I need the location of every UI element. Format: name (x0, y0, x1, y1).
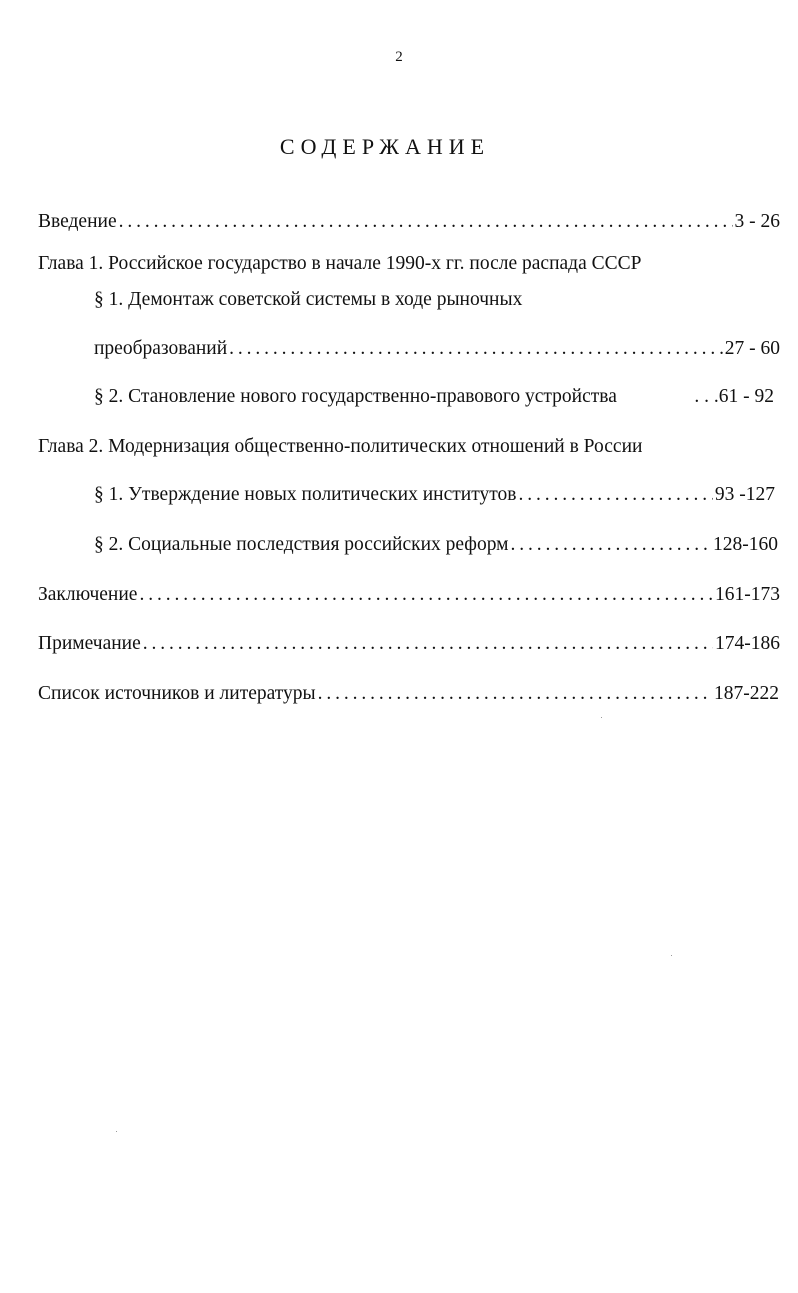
toc-section-1-1-line1: § 1. Демонтаж советской системы в ходе рыночных (94, 289, 523, 310)
toc-entry-label: Заключение (38, 584, 138, 605)
toc-entry-label: § 2. Социальные последствия российских реформ (94, 534, 509, 555)
toc-entry-label: преобразований (94, 338, 228, 359)
toc-entry-ch1-s1 (94, 336, 780, 362)
dot-leader (229, 336, 723, 362)
toc-entry-pages: 27 - 60 (724, 338, 780, 359)
toc-entry-notes (38, 631, 780, 657)
toc-entry-intro (38, 209, 780, 235)
toc-entry-ch1-s2 (94, 384, 774, 410)
toc-chapter-1: Глава 1. Российское государство в начале 1990-х гг. после распада СССР (38, 253, 642, 274)
dot-leader (119, 209, 733, 235)
toc-entry-label: § 1. Утверждение новых политических институтов (94, 484, 517, 505)
toc-entry-sources (38, 681, 779, 707)
toc-entry-pages: 128-160 (713, 534, 778, 555)
toc-entry-pages: . . .61 - 92 (694, 386, 774, 407)
toc-entry-ch2-s1 (94, 482, 775, 508)
scan-speck (601, 717, 602, 718)
dot-leader (518, 482, 712, 508)
toc-chapter-2: Глава 2. Модернизация общественно-политических отношений в России (38, 436, 643, 457)
dot-leader (511, 532, 712, 558)
dot-leader (143, 631, 713, 657)
toc-entry-ch2-s2 (94, 532, 778, 558)
toc-entry-pages: 174-186 (715, 633, 780, 654)
dot-leader (139, 582, 713, 608)
toc-title: СОДЕРЖАНИЕ (279, 134, 491, 159)
toc-entry-conclusion (38, 582, 780, 608)
toc-entry-label: Примечание (38, 633, 141, 654)
dot-leader (318, 681, 712, 707)
scan-speck (671, 955, 672, 956)
toc-entry-pages: 161-173 (715, 584, 780, 605)
scan-speck (116, 1131, 117, 1132)
page-number: 2 (395, 49, 403, 65)
toc-entry-pages: 3 - 26 (734, 211, 780, 232)
toc-entry-label: Список источников и литературы (38, 683, 316, 704)
toc-entry-label: § 2. Становление нового государственно-правового устройства (94, 386, 617, 407)
toc-entry-pages: 187-222 (714, 683, 779, 704)
toc-entry-label: Введение (38, 211, 117, 232)
toc-entry-pages: 93 -127 (714, 484, 775, 505)
